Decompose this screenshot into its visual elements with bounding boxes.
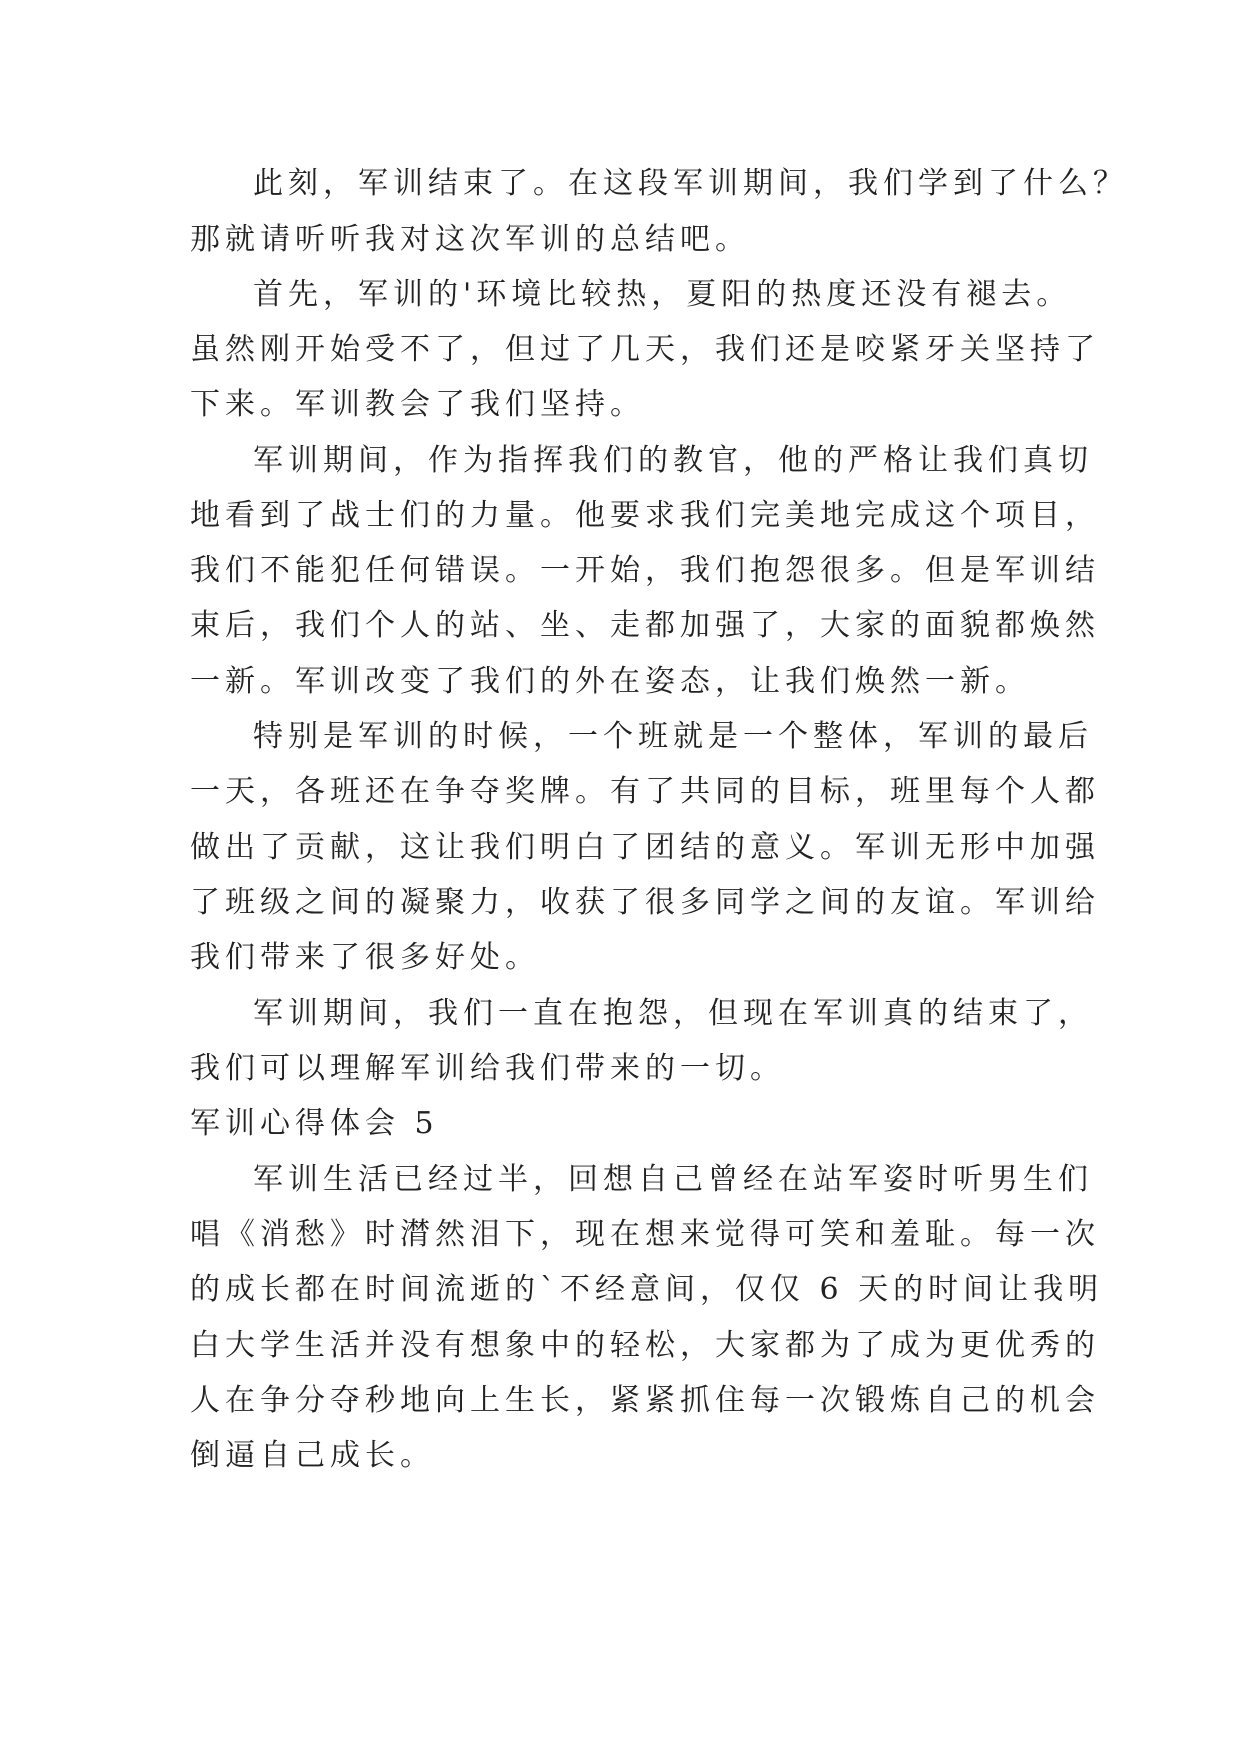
paragraph-line: 的成长都在时间流逝的`不经意间，仅仅 6 天的时间让我明 [190, 1272, 1104, 1307]
section-heading: 军训心得体会 5 [190, 1106, 439, 1141]
paragraph-line: 人在争分夺秒地向上生长，紧紧抓住每一次锻炼自己的机会 [190, 1383, 1100, 1418]
paragraph-line: 军训期间，我们一直在抱怨，但现在军训真的结束了， [253, 996, 1093, 1031]
paragraph-line: 唱《消愁》时潸然泪下，现在想来觉得可笑和羞耻。每一次 [190, 1217, 1100, 1252]
paragraph-line: 我们不能犯任何错误。一开始，我们抱怨很多。但是军训结 [190, 553, 1100, 588]
paragraph-line: 我们可以理解军训给我们带来的一切。 [190, 1051, 785, 1086]
paragraph-line: 白大学生活并没有想象中的轻松，大家都为了成为更优秀的 [190, 1328, 1100, 1363]
paragraph-line: 军训期间，作为指挥我们的教官，他的严格让我们真切 [253, 443, 1093, 478]
paragraph-line: 束后，我们个人的站、坐、走都加强了，大家的面貌都焕然 [190, 608, 1100, 643]
paragraph-line: 此刻，军训结束了。在这段军训期间，我们学到了什么？ [253, 166, 1128, 201]
paragraph-line: 下来。军训教会了我们坚持。 [190, 387, 645, 422]
paragraph-line: 虽然刚开始受不了，但过了几天，我们还是咬紧牙关坚持了 [190, 332, 1100, 367]
paragraph-line: 那就请听听我对这次军训的总结吧。 [190, 222, 750, 257]
paragraph-line: 做出了贡献，这让我们明白了团结的意义。军训无形中加强 [190, 830, 1100, 865]
paragraph-line: 地看到了战士们的力量。他要求我们完美地完成这个项目， [190, 498, 1100, 533]
paragraph-line: 特别是军训的时候，一个班就是一个整体，军训的最后 [253, 719, 1093, 754]
paragraph-line: 我们带来了很多好处。 [190, 940, 540, 975]
paragraph-line: 倒逼自己成长。 [190, 1438, 435, 1473]
paragraph-line: 军训生活已经过半，回想自己曾经在站军姿时听男生们 [253, 1162, 1093, 1197]
paragraph-line: 一天，各班还在争夺奖牌。有了共同的目标，班里每个人都 [190, 774, 1100, 809]
paragraph-line: 一新。军训改变了我们的外在姿态，让我们焕然一新。 [190, 664, 1030, 699]
paragraph-line: 首先，军训的'环境比较热，夏阳的热度还没有褪去。 [253, 277, 1072, 312]
paragraph-line: 了班级之间的凝聚力，收获了很多同学之间的友谊。军训给 [190, 885, 1100, 920]
